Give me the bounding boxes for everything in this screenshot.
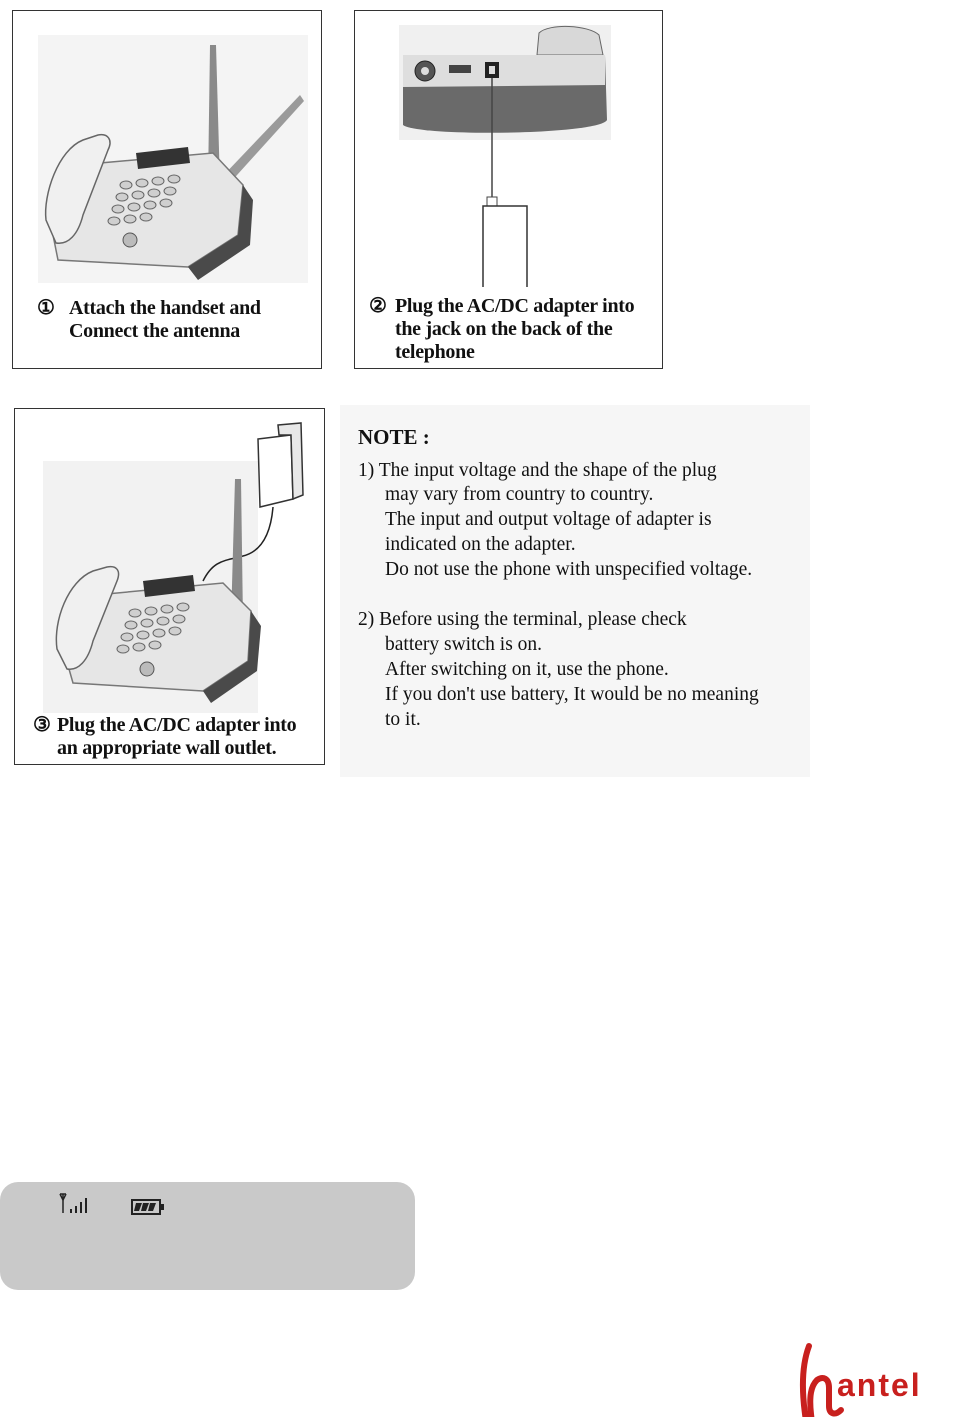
note-line-1: 1) The input voltage and the shape of the plug bbox=[358, 460, 717, 481]
step3-panel bbox=[14, 408, 325, 765]
note-line-10: to it. bbox=[385, 709, 421, 730]
step3-number: ③ bbox=[33, 714, 51, 736]
step1-caption bbox=[37, 297, 317, 343]
note-line-6: 2) Before using the terminal, please check bbox=[358, 609, 687, 630]
hantel-logo bbox=[795, 1340, 967, 1418]
svg-text:antel: antel bbox=[837, 1367, 922, 1403]
phone-wall-outlet-image bbox=[43, 421, 319, 713]
lcd-status-display bbox=[0, 1182, 415, 1290]
note-line-2: may vary from country to country. bbox=[385, 484, 654, 505]
phone-with-antenna-image bbox=[38, 35, 308, 283]
step2-panel bbox=[354, 10, 663, 369]
step2-line3: telephone bbox=[395, 341, 475, 363]
phone-with-antenna-illustration bbox=[38, 35, 308, 283]
phone-back-jack-image bbox=[399, 25, 611, 287]
step1-line1: Attach the handset and bbox=[69, 297, 261, 319]
step3-caption bbox=[33, 714, 323, 760]
step1-line2: Connect the antenna bbox=[69, 320, 240, 342]
signal-icon bbox=[60, 1194, 87, 1213]
step3-line2: an appropriate wall outlet. bbox=[57, 737, 277, 759]
step2-caption bbox=[369, 295, 659, 364]
lcd-icons bbox=[0, 1182, 415, 1290]
step2-line1: Plug the AC/DC adapter into bbox=[395, 295, 635, 317]
note-title: NOTE : bbox=[358, 425, 430, 449]
step2-number: ② bbox=[369, 295, 387, 317]
step1-number: ① bbox=[37, 297, 55, 319]
note-section bbox=[340, 405, 810, 777]
step3-line1: Plug the AC/DC adapter into bbox=[57, 714, 297, 736]
battery-icon bbox=[132, 1200, 164, 1214]
note-line-5: Do not use the phone with unspecified voltage. bbox=[385, 559, 753, 580]
note-line-7: battery switch is on. bbox=[385, 634, 543, 655]
step2-line2: the jack on the back of the bbox=[395, 318, 613, 340]
note-line-9: If you don't use battery, It would be no meaning bbox=[385, 684, 759, 705]
note-line-8: After switching on it, use the phone. bbox=[385, 659, 669, 680]
hantel-logo-image bbox=[795, 1340, 967, 1418]
note-line-3: The input and output voltage of adapter is bbox=[385, 509, 712, 530]
note-line-4: indicated on the adapter. bbox=[385, 534, 576, 555]
step1-panel bbox=[12, 10, 322, 369]
phone-plugged-illustration bbox=[43, 421, 319, 713]
phone-back-illustration bbox=[399, 25, 611, 287]
